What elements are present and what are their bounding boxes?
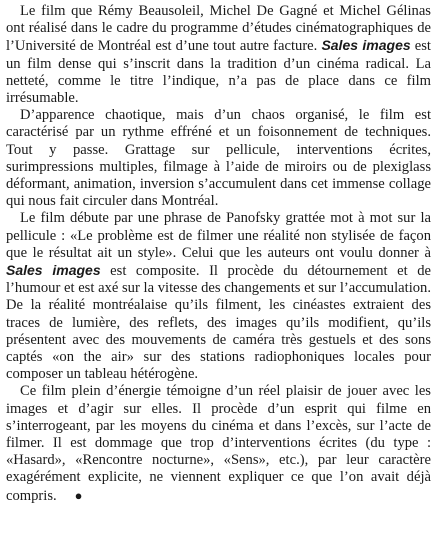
paragraph-panofsky-text-2: est composite. Il procède du détournement et de l’humour et est axé sur la vitesse des changements et sur l’accumulation. De la réalité montréalaise qu’ils filment, les cinéastes extraient des traces de lumière, des reflets, des images qu’ils modifient, qu’ils présentent avec des mouvements de caméra très gestuels et des sons captés «on the air» sur des stations radiophoniques locales pour composer un tableau hétérogène. <box>6 263 431 383</box>
paragraph-intro <box>6 3 431 107</box>
film-title-reference: Sales images <box>6 262 101 279</box>
paragraph-intro-text-1: Le film que Rémy Beausoleil, Michel De Gagné et Michel Gélinas ont réalisé dans le cadre du programme d’études cinématographiques de l’Université de Montréal est d’une tout autre facture. <box>6 3 431 55</box>
paragraph-intro-text-2: est un film dense qui s’inscrit dans la tradition d’un cinéma radical. La netteté, comme le titre l’indique, n’a pas de place dans ce film irrésumable. <box>6 38 431 107</box>
paragraph-techniques-text: D’apparence chaotique, mais d’un chaos organisé, le film est caractérisé par un rythme effréné et un foisonnement de techniques. Tout y passe. Grattage sur pellicule, interventions écrites, surimpressions multiples, filmage à l’aide de miroirs ou de plexiglass déformant, animation, inversion s’accumulent dans cet immense collage qui nous fait circuler dans Montréal. <box>6 107 431 210</box>
paragraph-panofsky <box>6 210 431 383</box>
paragraph-techniques <box>6 107 431 210</box>
paragraph-conclusion <box>6 383 431 504</box>
paragraph-panofsky-text-1: Le film débute par une phrase de Panofsky grattée mot à mot sur la pellicule : «Le problème est de filmer une réalité non stylisée de façon que le résultat ait un style». Celui que les auteurs ont voulu donner à <box>6 210 431 261</box>
end-of-article-bullet-icon: ● <box>74 487 83 503</box>
article-page <box>6 3 431 505</box>
film-title-reference: Sales images <box>321 37 411 54</box>
paragraph-conclusion-text: Ce film plein d’énergie témoigne d’un réel plaisir de jouer avec les images et d’agir sur elles. Il procède d’un esprit qui filme en s’interrogeant, par les moyens du cinéma et dans l’excès, sur l’acte de filmer. Il est dommage que trop d’interventions écrites (du type : «Hasard», «Rencontre nocturne», «Sens», etc.), par leur caractère exagérément explicite, ne viennent expliquer ce que l’on avait déjà compris. <box>6 383 431 504</box>
